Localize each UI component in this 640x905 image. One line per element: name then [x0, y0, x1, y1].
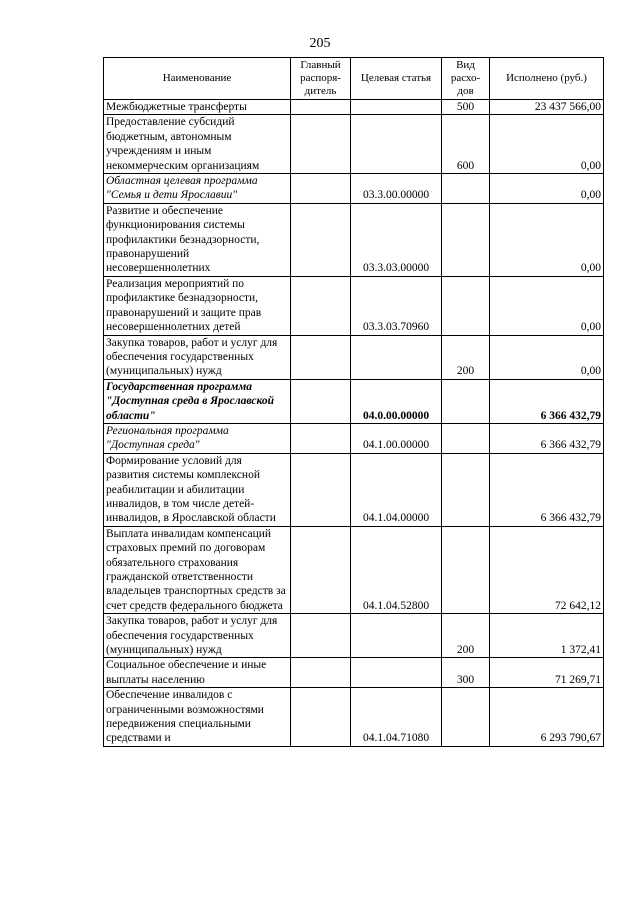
row-main-manager-cell: [291, 276, 351, 335]
row-main-manager-cell: [291, 688, 351, 747]
budget-execution-table: [103, 57, 604, 747]
row-executed-cell: 72 642,12: [490, 526, 604, 613]
row-expense-kind-cell: [442, 203, 490, 276]
row-expense-kind-cell: 200: [442, 335, 490, 379]
row-name-cell: Региональная программа "Доступная среда": [104, 423, 291, 453]
row-name-cell: Областная целевая программа "Семья и дети Ярославии": [104, 174, 291, 204]
table-row: [104, 423, 604, 453]
row-name-cell: Формирование условий для развития системы комплексной реабилитации и абилитации инвалидов, в том числе детей-инвалидов, в Ярославской области: [104, 453, 291, 526]
row-executed-cell: 1 372,41: [490, 614, 604, 658]
row-main-manager-cell: [291, 379, 351, 423]
row-main-manager-cell: [291, 423, 351, 453]
row-executed-cell: 0,00: [490, 335, 604, 379]
row-main-manager-cell: [291, 614, 351, 658]
row-main-manager-cell: [291, 453, 351, 526]
row-executed-cell: 6 366 432,79: [490, 379, 604, 423]
row-name-cell: Закупка товаров, работ и услуг для обеспечения государственных (муниципальных) нужд: [104, 614, 291, 658]
row-target-item-cell: 03.3.00.00000: [351, 174, 442, 204]
page-number: 205: [309, 36, 331, 51]
row-expense-kind-cell: [442, 453, 490, 526]
table-row: [104, 614, 604, 658]
row-expense-kind-cell: 300: [442, 658, 490, 688]
row-executed-cell: 0,00: [490, 276, 604, 335]
row-target-item-cell: 03.3.03.00000: [351, 203, 442, 276]
table-header-row: [104, 58, 604, 100]
row-target-item-cell: [351, 335, 442, 379]
row-expense-kind-cell: 600: [442, 115, 490, 174]
row-expense-kind-cell: [442, 526, 490, 613]
row-target-item-cell: [351, 115, 442, 174]
table-row: [104, 115, 604, 174]
row-expense-kind-cell: [442, 688, 490, 747]
row-executed-cell: 6 366 432,79: [490, 423, 604, 453]
row-name-cell: Государственная программа "Доступная среда в Ярославской области": [104, 379, 291, 423]
table-row: [104, 100, 604, 115]
row-name-cell: Выплата инвалидам компенсаций страховых премий по договорам обязательного страхования гражданской ответственности владельцев транспортных средств за счет средств федерального бюджета: [104, 526, 291, 613]
table-row: [104, 658, 604, 688]
table-body: [104, 100, 604, 747]
row-main-manager-cell: [291, 115, 351, 174]
table-row: [104, 335, 604, 379]
row-executed-cell: 71 269,71: [490, 658, 604, 688]
table-row: [104, 453, 604, 526]
header-main-manager: Главный распоря-дитель: [291, 58, 351, 100]
row-name-cell: Развитие и обеспечение функционирования системы профилактики безнадзорности, правонарушений несовершеннолетних: [104, 203, 291, 276]
table-row: [104, 203, 604, 276]
row-main-manager-cell: [291, 335, 351, 379]
row-name-cell: Обеспечение инвалидов с ограниченными возможностями передвижения специальными средствами и: [104, 688, 291, 747]
header-executed: Исполнено (руб.): [490, 58, 604, 100]
table-row: [104, 276, 604, 335]
row-expense-kind-cell: [442, 276, 490, 335]
row-main-manager-cell: [291, 526, 351, 613]
row-main-manager-cell: [291, 658, 351, 688]
row-name-cell: Предоставление субсидий бюджетным, автономным учреждениям и иным некоммерческим организациям: [104, 115, 291, 174]
table-row: [104, 688, 604, 747]
row-target-item-cell: [351, 614, 442, 658]
row-main-manager-cell: [291, 203, 351, 276]
row-name-cell: Межбюджетные трансферты: [104, 100, 291, 115]
row-executed-cell: 0,00: [490, 203, 604, 276]
row-expense-kind-cell: [442, 174, 490, 204]
row-target-item-cell: 04.0.00.00000: [351, 379, 442, 423]
row-target-item-cell: 04.1.04.52800: [351, 526, 442, 613]
row-name-cell: Социальное обеспечение и иные выплаты населению: [104, 658, 291, 688]
row-target-item-cell: 04.1.04.00000: [351, 453, 442, 526]
row-executed-cell: 0,00: [490, 115, 604, 174]
header-name: Наименование: [104, 58, 291, 100]
row-name-cell: Реализация мероприятий по профилактике безнадзорности, правонарушений и защите прав несовершеннолетних детей: [104, 276, 291, 335]
row-main-manager-cell: [291, 174, 351, 204]
table-row: [104, 379, 604, 423]
header-target-item: Целевая статья: [351, 58, 442, 100]
row-main-manager-cell: [291, 100, 351, 115]
row-target-item-cell: 03.3.03.70960: [351, 276, 442, 335]
row-executed-cell: 6 366 432,79: [490, 453, 604, 526]
header-expense-kind: Вид расхо-дов: [442, 58, 490, 100]
row-executed-cell: 0,00: [490, 174, 604, 204]
row-executed-cell: 23 437 566,00: [490, 100, 604, 115]
row-expense-kind-cell: [442, 379, 490, 423]
table-row: [104, 526, 604, 613]
row-expense-kind-cell: 200: [442, 614, 490, 658]
row-target-item-cell: 04.1.00.00000: [351, 423, 442, 453]
row-target-item-cell: [351, 100, 442, 115]
row-expense-kind-cell: [442, 423, 490, 453]
row-name-cell: Закупка товаров, работ и услуг для обеспечения государственных (муниципальных) нужд: [104, 335, 291, 379]
row-target-item-cell: [351, 658, 442, 688]
row-expense-kind-cell: 500: [442, 100, 490, 115]
row-target-item-cell: 04.1.04.71080: [351, 688, 442, 747]
table-row: [104, 174, 604, 204]
row-executed-cell: 6 293 790,67: [490, 688, 604, 747]
